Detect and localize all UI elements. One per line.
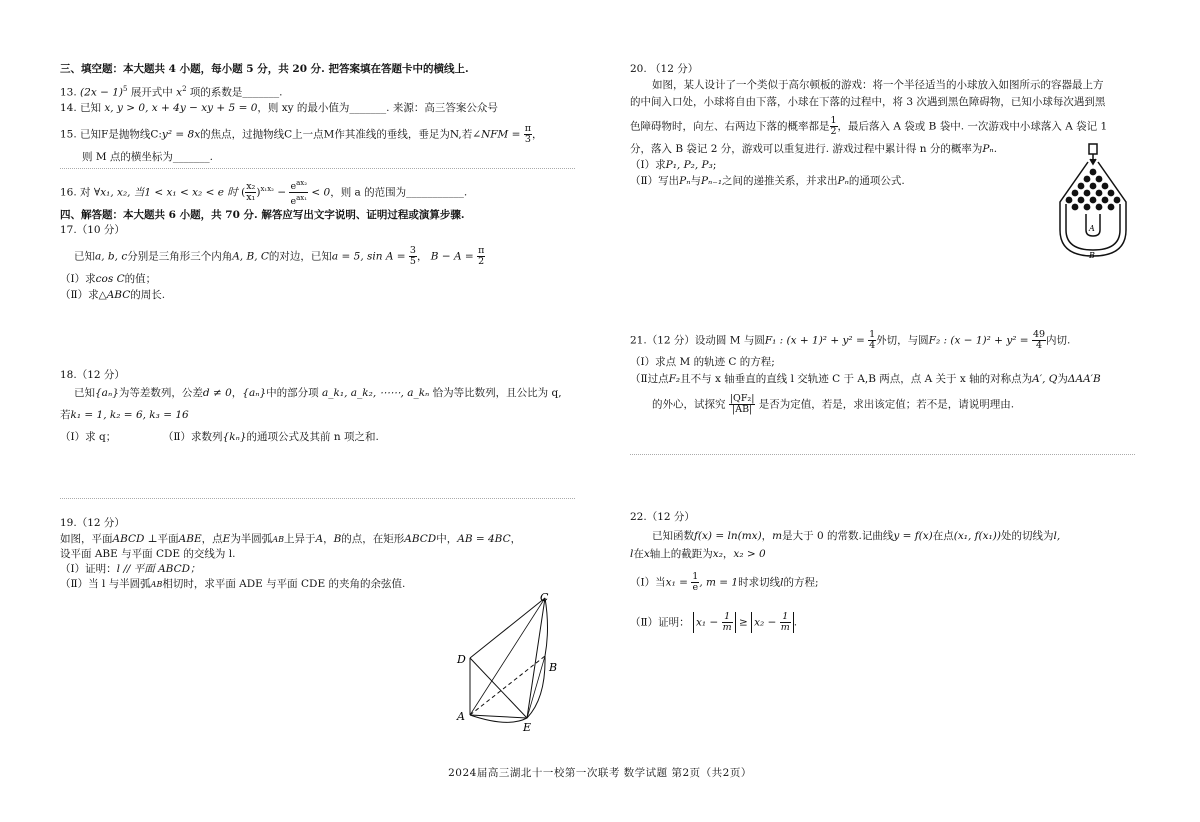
bag-a-label: A [1089, 224, 1095, 233]
q17-part2: （Ⅱ）求△ABC的周长. [60, 289, 166, 301]
q22-part1: （Ⅰ）当x₁ = $\frac{1}{e}$ , m = 1时求切线l的方程; [630, 571, 819, 593]
q20-part2: （Ⅱ）写出Pₙ与Pₙ₋₁之间的递推关系，并求出Pₙ的通项公式. [630, 175, 905, 187]
question-15: 15. 已知F是抛物线C:y² = 8x的焦点，过抛物线C上一点M作其准线的垂线，垂足为N,若∠NFM = $\frac{\pi}{3}$ ， [60, 123, 543, 145]
question-14: 14. 已知 x, y > 0, x + 4y − xy + 5 = 0，则 xy 的最小值为_______. 来源：高三答案公众号 [60, 102, 498, 114]
question-15-line2: 则 M 点的横坐标为_______. [82, 151, 214, 163]
divider [60, 168, 575, 169]
q17-part1: （Ⅰ）求cos C的值； [60, 273, 157, 285]
q17-heading: 17.（10 分） [60, 224, 125, 236]
question-19: 如图，平面ABCD ⊥平面ABE，点E为半圆弧AB上异于A，B的点，在矩形ABCD中，AB = 4BC， [60, 533, 522, 545]
q19-part1: （Ⅰ）证明：l // 平面 ABCD； [60, 563, 201, 575]
label-b: B [549, 661, 558, 674]
question-13: 13. $(2x - 1)^5$ 展开式中 $x^2$ 项的系数是_______. [60, 85, 283, 99]
q22-heading: 22.（12 分） [630, 511, 695, 523]
q21-part2-line2: 的外心，试探究 $\frac{\text{|QF₂|}}{|AB|}$ 是否为定值，若是，求出该定值；若不是，请说明理由. [652, 393, 1015, 415]
question-17: 已知a, b, c分别是三角形三个内角A, B, C的对边，已知a = 5, sin A = $\frac{3}{5}$ ， B − A = $\frac{\pi}{2}$ [74, 245, 485, 267]
question-19-line2: 设平面 ABE 与平面 CDE 的交线为 l. [60, 548, 236, 560]
page-footer: 2024届高三湖北十一校第一次联考 数学试题 第2页（共2页） [448, 767, 752, 779]
section4-title: 四、解答题：本大题共 6 小题，共 70 分. 解答应写出文字说明、证明过程或演算步骤. [60, 209, 465, 221]
question-20-line4: 分，落入 B 袋记 2 分，游戏可以重复进行. 游戏过程中累计得 n 分的概率为Pₙ. [630, 143, 998, 155]
q18-parts: （Ⅰ）求 q； （Ⅱ）求数列{kₙ}的通项公式及其前 n 项之和. [60, 431, 379, 443]
q19-heading: 19.（12 分） [60, 517, 125, 529]
q21-part2: （Ⅱ过点F₂且不与 x 轴垂直的直线 l 交轨迹 C 于 A,B 两点，点 A 关于 x 轴的对称点为A′, Q为ΔAA′B [630, 373, 1101, 385]
question-20-line3: 色障碍物时，向左、右两边下落的概率都是 $\frac{1}{2}$ ，最后落入 A 袋或 B 袋中. 一次游戏中小球落入 A 袋记 1 [630, 115, 1108, 137]
q20-heading: 20. （12 分） [630, 63, 699, 75]
figure-q20 [1052, 142, 1134, 262]
label-e: E [523, 721, 532, 733]
fraction-pi-3: $\frac{\pi}{3}$ [524, 123, 532, 145]
bag-b-label: B [1089, 251, 1095, 260]
divider [60, 498, 575, 499]
label-a: A [457, 710, 465, 723]
question-18-line2: 若k₁ = 1, k₂ = 6, k₃ = 16 [60, 409, 189, 421]
question-22-line1: 已知函数f(x) = ln(mx)，m是大于 0 的常数.记曲线y = f(x)在点(x₁, f(x₁))处的切线为l, [652, 530, 1061, 542]
question-20-line1: 如图，某人设计了一个类似于高尔顿板的游戏：将一个半径适当的小球放入如图所示的容器最上方 [652, 79, 1104, 91]
q19-part2: （Ⅱ）当 l 与半圆弧AB相切时，求平面 ADE 与平面 CDE 的夹角的余弦值. [60, 578, 406, 590]
q21-part1: （Ⅰ）求点 M 的轨迹 C 的方程; [630, 356, 775, 368]
section3-title: 三、填空题：本大题共 4 小题，每小题 5 分，共 20 分. 把答案填在答题卡中的横线上. [60, 63, 469, 75]
divider [630, 454, 1135, 455]
question-18: 已知{aₙ}为等差数列，公差d ≠ 0，{aₙ}中的部分项 a_k₁, a_k₂, ⋯⋯, a_kₙ 恰为等比数列，且公比为 q, [74, 387, 562, 399]
question-22-line2: l在x轴上的截距为x₂，x₂ > 0 [630, 548, 766, 560]
figure-q19 [448, 588, 578, 733]
label-d: D [457, 653, 466, 666]
question-21: 21.（12 分）设动圆 M 与圆F₁ : (x + 1)² + y² = $\frac{1}{4}$ 外切，与圆F₂ : (x − 1)² + y² = $\frac{49}{4}$ 内切. [630, 329, 1071, 351]
q22-part2: （Ⅱ）证明： x₁ − $\frac{1}{m}$ ≥ x₂ − $\frac{1}{m}$ . [630, 611, 798, 633]
q18-heading: 18.（12 分） [60, 369, 125, 381]
question-20-line2: 的中间入口处，小球将自由下落，小球在下落的过程中，将 3 次遇到黑色障碍物，已知小球每次遇到黑 [630, 96, 1106, 108]
q20-part1: （Ⅰ）求P₁, P₂, P₃; [630, 159, 717, 171]
question-16: 16. 对 ∀x₁, x₂, 当1 < x₁ < x₂ < e 时 ( $\frac{\text{x₂}}{\text{x₁}}$ )$^{x_1x_2}$ − $\frac{e^{ax_2}}{e^{ax_1}}$ < 0，则 a 的范围为___________. [60, 179, 468, 208]
label-c: C [540, 591, 549, 604]
